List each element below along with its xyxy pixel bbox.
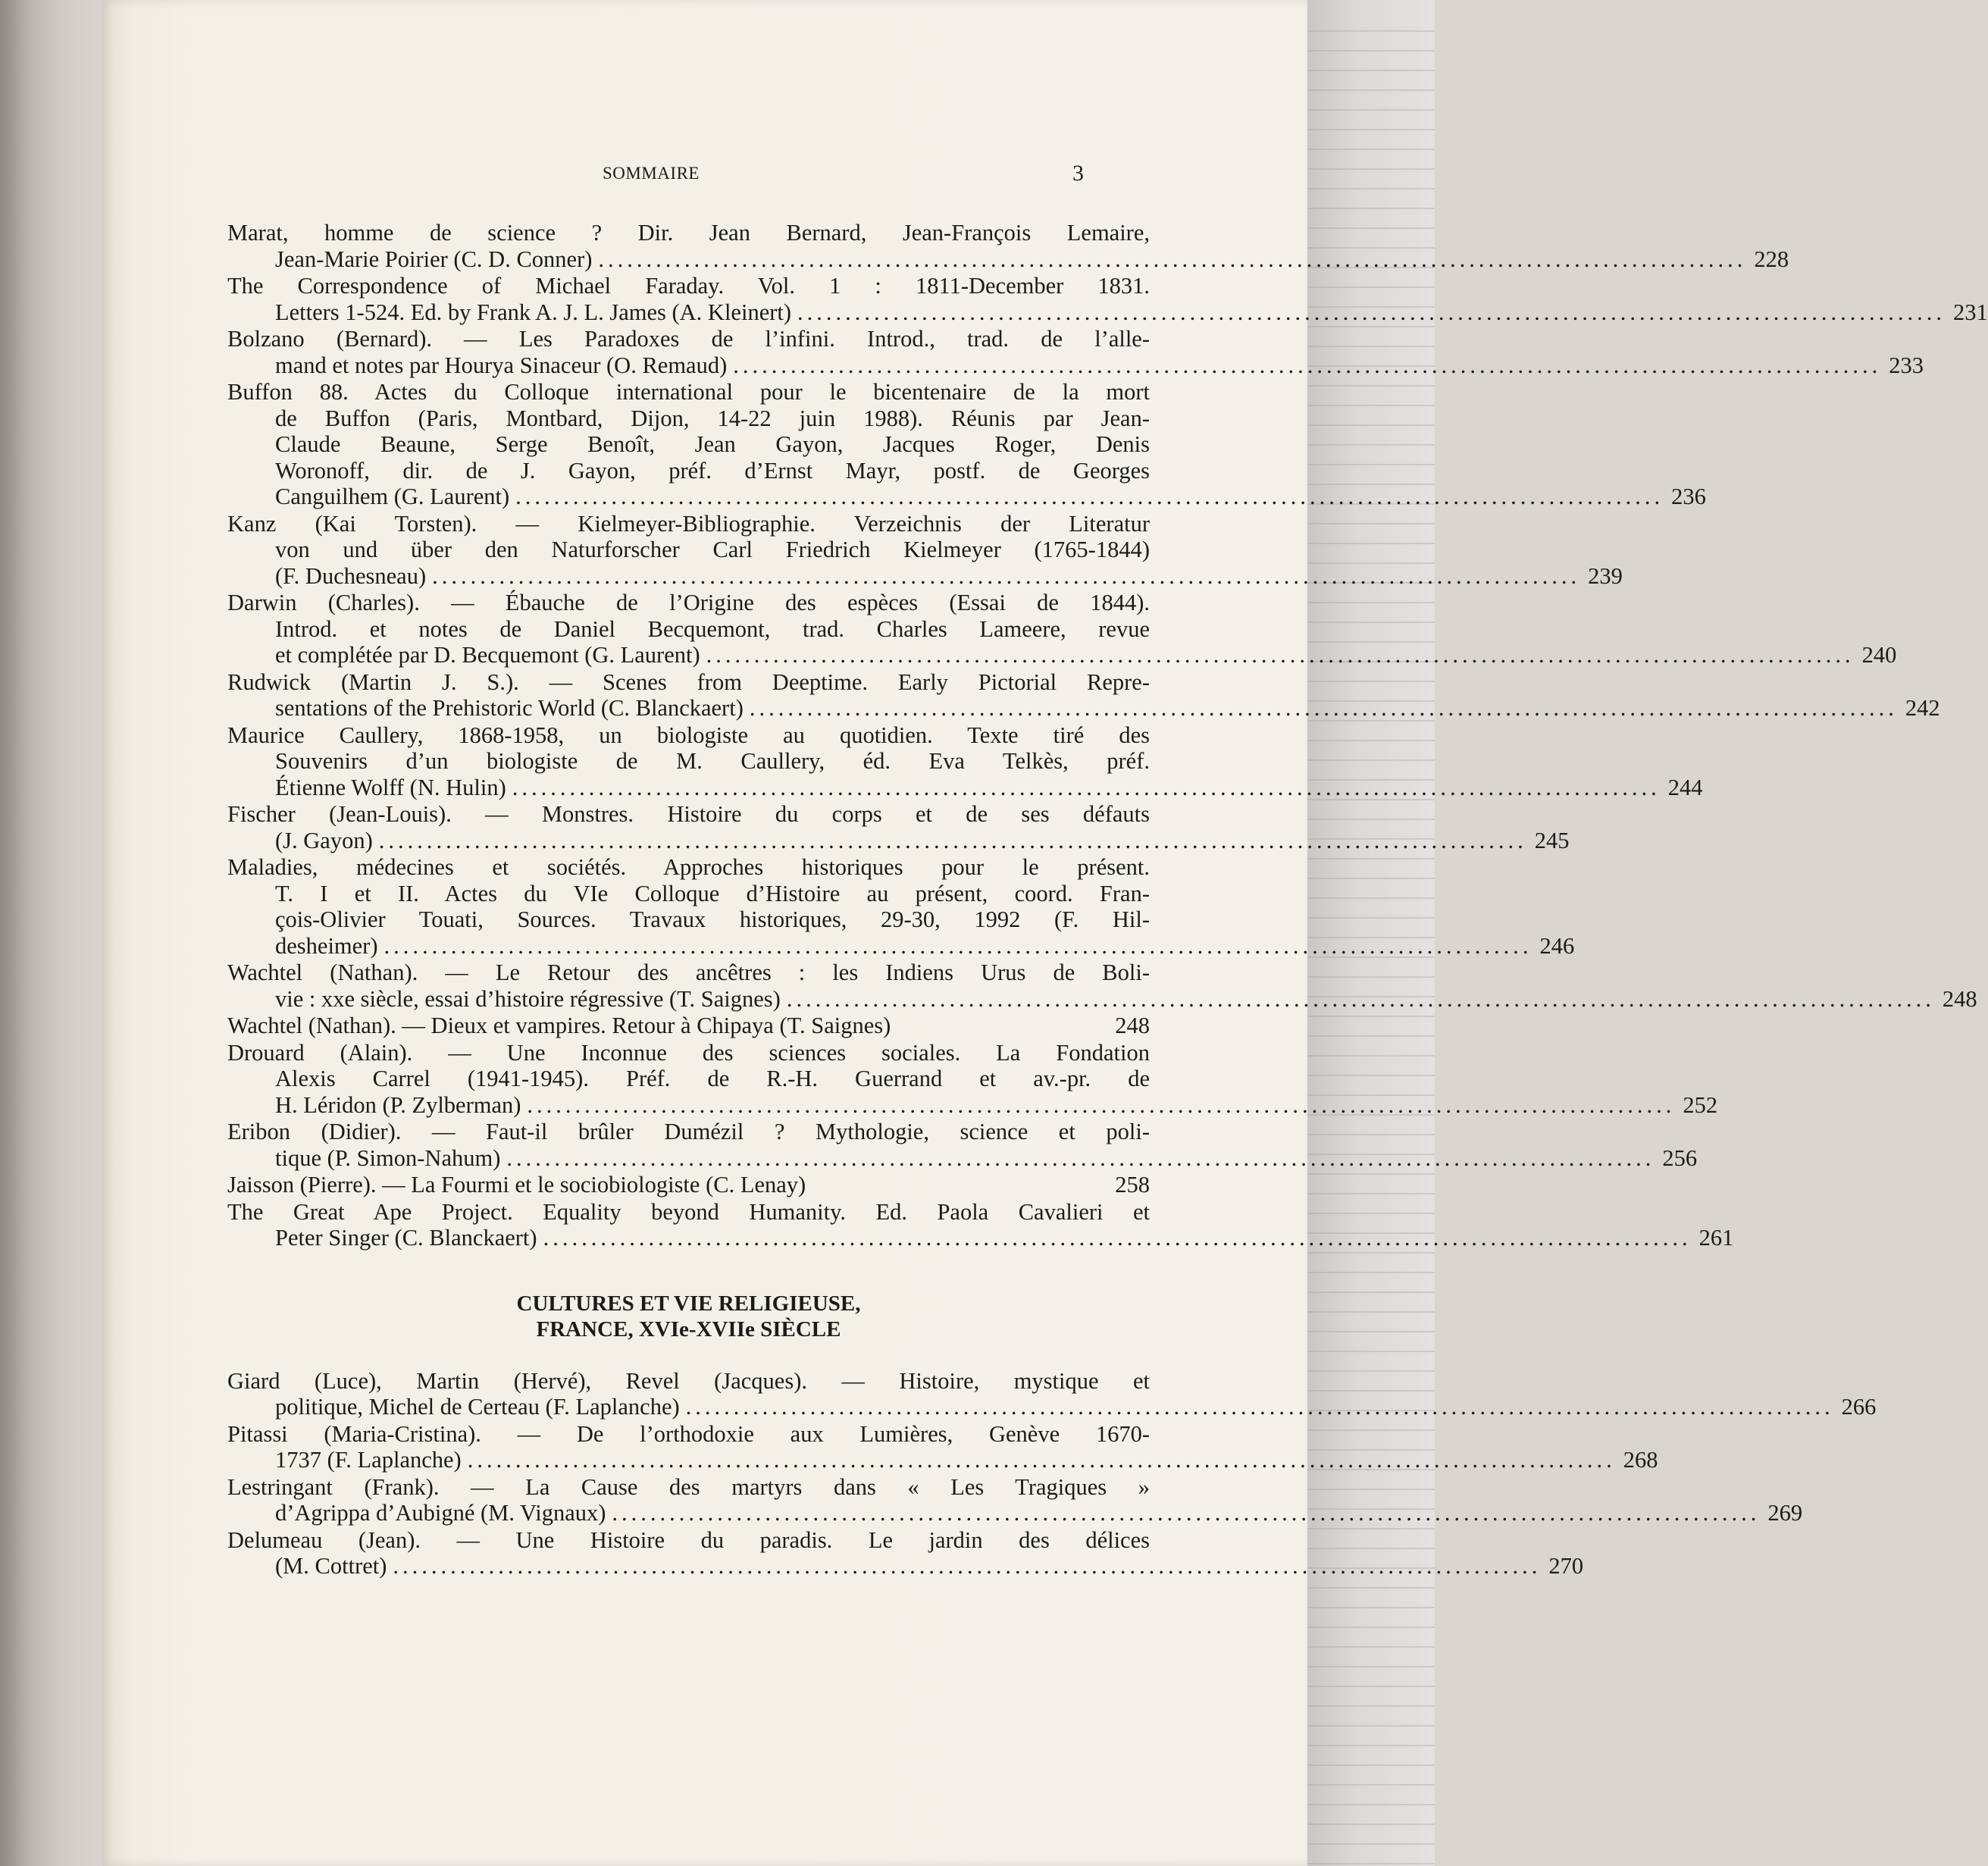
toc-entry-lastline (227, 695, 1940, 722)
toc-entry-line: Introd. et notes de Daniel Becquemont, trad. Charles Lameere, revue (275, 615, 1150, 642)
leader-dots: ........................................................................................................................ (749, 695, 1898, 721)
toc-entry-line: desheimer) (275, 932, 378, 959)
toc-entry (227, 722, 1703, 801)
toc-entry (227, 326, 1924, 378)
toc-entry-line: Darwin (Charles). — Ébauche de l’Origine des espèces (Essai de 1844). (227, 590, 1150, 615)
book-page (102, 0, 1988, 1866)
toc-entry-line: de Buffon (Paris, Montbard, Dijon, 14-22 juin 1988). Réunis par Jean- (275, 405, 1150, 431)
leader-dots: ........................................................................................................................ (543, 1225, 1692, 1251)
leader-dots: ........................................................................................................................ (685, 1394, 1834, 1420)
toc-entry-lastline (227, 1394, 1877, 1420)
toc-entry (227, 273, 1988, 325)
toc-entry (227, 1119, 1698, 1171)
toc-entry-line: (F. Duchesneau) (275, 562, 427, 589)
toc-entry-lastline (227, 246, 1789, 273)
toc-entry-line: Fischer (Jean-Louis). — Monstres. Histoire du corps et de ses défauts (227, 801, 1150, 827)
toc-entry-line: Maladies, médecines et sociétés. Approches historiques pour le présent. (227, 854, 1150, 880)
toc-entry (227, 1172, 1150, 1198)
toc-entry-line: The Great Ape Project. Equality beyond Humanity. Ed. Paola Cavalieri et (227, 1198, 1150, 1225)
leader-dots: ........................................................................................................................ (393, 1553, 1542, 1579)
toc-entry (227, 1198, 1734, 1251)
leader-dots: ........................................................................................................................ (506, 1144, 1655, 1171)
toc-page-number: 248 (1115, 1013, 1150, 1038)
toc-entry (227, 590, 1897, 668)
toc-page-number: 242 (1905, 695, 1940, 721)
toc-page-number: 236 (1671, 484, 1706, 509)
toc-entry-line: Souvenirs d’un biologiste de M. Caullery, éd. Eva Telkès, préf. (275, 748, 1150, 774)
toc-entry (227, 668, 1940, 722)
toc-page-number: 231 (1953, 299, 1988, 325)
toc-page-number: 244 (1667, 774, 1703, 800)
leader-dots: ........................................................................................................................ (527, 1091, 1676, 1118)
toc-entry-line: çois-Olivier Touati, Sources. Travaux historiques, 29-30, 1992 (F. Hil- (275, 906, 1150, 932)
toc-entry-line: Alexis Carrel (1941-1945). Préf. de R.-H. Guerrand et av.-pr. de (275, 1066, 1150, 1091)
toc-entry-line: mand et notes par Hourya Sinaceur (O. Remaud) (275, 352, 728, 378)
toc-entry-line: Marat, homme de science ? Dir. Jean Bernard, Jean-François Lemaire, (227, 220, 1150, 246)
toc-entry-lastline (227, 1091, 1718, 1119)
toc-entry-lastline (227, 299, 1988, 326)
toc-entry-lastline (227, 985, 1977, 1013)
toc-entry-line: 1737 (F. Laplanche) (275, 1447, 462, 1473)
toc-entry-line: Claude Beaune, Serge Benoît, Jean Gayon, Jacques Roger, Denis (275, 431, 1150, 457)
leader-dots: ........................................................................................................................ (733, 352, 1882, 378)
toc-entry-line: et complétée par D. Becquemont (G. Laurent) (275, 642, 700, 668)
toc-page-number: 240 (1861, 642, 1897, 668)
page-header (102, 161, 1307, 191)
toc-entry-line: vie : xxe siècle, essai d’histoire régressive (T. Saignes) (275, 985, 781, 1012)
toc-entry (227, 854, 1575, 959)
leader-dots: ........................................................................................................................ (378, 827, 1527, 853)
running-head: SOMMAIRE (603, 164, 700, 183)
section-title-line: CULTURES ET VIE RELIGIEUSE, (516, 1291, 861, 1316)
toc-page-number: 258 (1115, 1172, 1150, 1198)
toc-entry (227, 510, 1623, 590)
leader-dots: ........................................................................................................................ (706, 642, 1855, 668)
toc-entry-line: Delumeau (Jean). — Une Histoire du paradis. Le jardin des délices (227, 1526, 1150, 1553)
toc-entry-line: sentations of the Prehistoric World (C. Blanckaert) (275, 695, 744, 721)
toc-entry-lastline (227, 352, 1924, 379)
toc-entry-line: Canguilhem (G. Laurent) (275, 484, 510, 509)
toc-entry (227, 220, 1789, 272)
leader-dots: ........................................................................................................................ (797, 299, 1946, 325)
toc-section-1 (227, 220, 1988, 1251)
toc-entry-line: Drouard (Alain). — Une Inconnue des sciences sociales. La Fondation (227, 1039, 1150, 1066)
toc-entry-lastline (227, 1172, 1150, 1198)
toc-page-number: 239 (1588, 562, 1623, 589)
toc-entry-lastline (227, 1144, 1698, 1172)
toc-entry-line: Peter Singer (C. Blanckaert) (275, 1225, 537, 1251)
toc-entry-line: Pitassi (Maria-Cristina). — De l’orthodoxie aux Lumières, Genève 1670- (227, 1420, 1150, 1447)
toc-entry-lastline (227, 1225, 1734, 1251)
toc-entry-line: Buffon 88. Actes du Colloque international pour le bicentenaire de la mort (227, 379, 1150, 405)
toc-entry-line: Rudwick (Martin J. S.). — Scenes from Deeptime. Early Pictorial Repre- (227, 668, 1150, 695)
toc-entry-lastline (227, 827, 1570, 854)
toc-page-number: 261 (1698, 1225, 1734, 1251)
toc-entry-line: Letters 1-524. Ed. by Frank A. J. L. James (A. Kleinert) (275, 299, 792, 325)
toc-page-number: 269 (1767, 1500, 1803, 1526)
toc-entry-line: Giard (Luce), Martin (Hervé), Revel (Jacques). — Histoire, mystique et (227, 1367, 1150, 1394)
toc-entry-line: The Correspondence of Michael Faraday. Vol. 1 : 1811-December 1831. (227, 273, 1150, 299)
leader-dots: ........................................................................................................................ (612, 1500, 1761, 1526)
leader-dots: ........................................................................................................................ (515, 484, 1664, 509)
toc-entry-line: d’Agrippa d’Aubigné (M. Vignaux) (275, 1500, 606, 1526)
toc-entry-line: Lestringant (Frank). — La Cause des martyrs dans « Les Tragiques » (227, 1473, 1150, 1500)
toc-entry-line: Jaisson (Pierre). — La Fourmi et le sociobiologiste (C. Lenay) (227, 1172, 806, 1198)
leader-dots: ........................................................................................................................ (512, 774, 1661, 800)
toc-page-number: 252 (1683, 1091, 1718, 1118)
toc-entry-line: Woronoff, dir. de J. Gayon, préf. d’Ernst Mayr, postf. de Georges (275, 457, 1150, 484)
toc-entry-lastline (227, 1013, 1150, 1039)
toc-page-number: 228 (1754, 246, 1789, 272)
toc-entry-lastline (227, 562, 1623, 590)
toc-entry-line: (M. Cottret) (275, 1553, 387, 1579)
leader-dots: ........................................................................................................................ (467, 1447, 1616, 1473)
toc-page-number: 245 (1534, 827, 1570, 853)
toc-entry-lastline (227, 1553, 1584, 1580)
toc-entry-line: Bolzano (Bernard). — Les Paradoxes de l’infini. Introd., trad. de l’alle- (227, 326, 1150, 352)
toc-entry-line: Maurice Caullery, 1868-1958, un biologiste au quotidien. Texte tiré des (227, 722, 1150, 748)
toc-entry (227, 1039, 1718, 1119)
toc-page-number: 256 (1662, 1144, 1698, 1171)
toc-entry-line: Eribon (Didier). — Faut-il brûler Dumézil ? Mythologie, science et poli- (227, 1119, 1150, 1144)
toc-entry-lastline (227, 774, 1703, 801)
toc-entry-line: von und über den Naturforscher Carl Friedrich Kielmeyer (1765-1844) (275, 537, 1150, 562)
toc-entry (227, 1526, 1584, 1580)
toc-entry (227, 801, 1570, 853)
toc-entry-line: H. Léridon (P. Zylberman) (275, 1091, 521, 1118)
toc-entry (227, 1367, 1877, 1420)
toc-page-number: 233 (1889, 352, 1924, 378)
toc-entry-line: Wachtel (Nathan). — Le Retour des ancêtres : les Indiens Urus de Boli- (227, 960, 1150, 985)
toc-entry-lastline (227, 1447, 1658, 1473)
toc-entry-line: politique, Michel de Certeau (F. Laplanche) (275, 1394, 680, 1420)
toc-entry-lastline (227, 642, 1897, 668)
section-title-line: FRANCE, XVIe-XVIIe SIÈCLE (536, 1317, 841, 1342)
leader-dots: ........................................................................................................................ (598, 246, 1747, 272)
toc-entry-lastline (227, 932, 1575, 960)
toc-entry-line: (J. Gayon) (275, 827, 373, 853)
toc-entry (227, 960, 1977, 1012)
toc-entry-line: Kanz (Kai Torsten). — Kielmeyer-Bibliographie. Verzeichnis der Literatur (227, 510, 1150, 537)
toc-entry-line: Wachtel (Nathan). — Dieux et vampires. Retour à Chipaya (T. Saignes) (227, 1013, 891, 1038)
toc-page-number: 248 (1942, 985, 1977, 1012)
leader-dots: ........................................................................................................................ (432, 562, 1581, 589)
toc-page-number: 246 (1539, 932, 1575, 959)
toc-entry (227, 379, 1706, 510)
toc-entry-line: tique (P. Simon-Nahum) (275, 1144, 501, 1171)
table-of-contents (227, 220, 1988, 1580)
toc-section-2 (227, 1367, 1877, 1580)
toc-entry (227, 1013, 1150, 1039)
toc-page-number: 266 (1841, 1394, 1877, 1420)
toc-entry (227, 1420, 1658, 1473)
toc-entry-line: Jean-Marie Poirier (C. D. Conner) (275, 246, 593, 272)
section-title (227, 1291, 1150, 1342)
toc-entry-line: Étienne Wolff (N. Hulin) (275, 774, 506, 800)
toc-page-number: 270 (1548, 1553, 1584, 1579)
leader-dots: ........................................................................................................................ (786, 985, 1935, 1012)
leader-dots: ........................................................................................................................ (384, 932, 1532, 959)
toc-entry-line: T. I et II. Actes du VIe Colloque d’Histoire au présent, coord. Fran- (275, 880, 1150, 906)
toc-entry (227, 1473, 1803, 1526)
toc-entry-lastline (227, 1500, 1803, 1526)
page-number: 3 (1072, 161, 1084, 186)
toc-entry-lastline (227, 484, 1706, 510)
toc-page-number: 268 (1623, 1447, 1658, 1473)
